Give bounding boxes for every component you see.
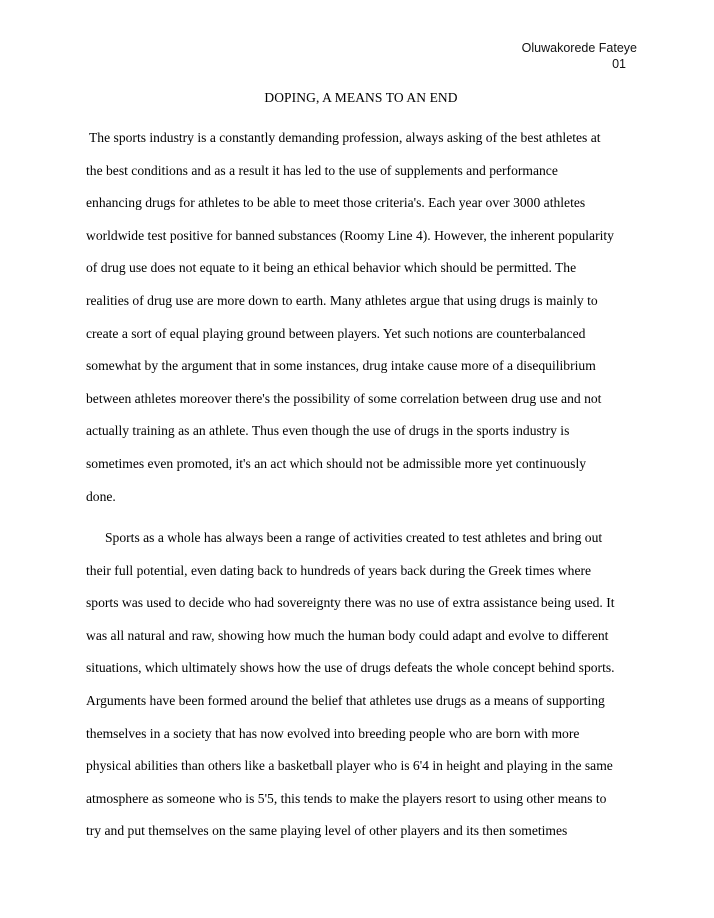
author-name: Oluwakorede Fateye <box>521 41 637 55</box>
paragraph-line: sometimes even promoted, it's an act which should not be admissible more yet continuously <box>86 455 587 471</box>
paragraph-line: The sports industry is a constantly demanding profession, always asking of the best athletes at <box>89 130 601 145</box>
paragraph-line: realities of drug use are more down to earth. Many athletes argue that using drugs is mainly to <box>86 292 598 308</box>
paragraph-line: the best conditions and as a result it has led to the use of supplements and performance <box>86 162 558 178</box>
paragraph-line: try and put themselves on the same playing level of other players and its then sometimes <box>86 823 568 839</box>
paragraph-line: their full potential, even dating back to hundreds of years back during the Greek times where <box>86 562 592 578</box>
paragraph-line: create a sort of equal playing ground between players. Yet such notions are counterbalanced <box>86 325 586 341</box>
paragraph-line: Sports as a whole has always been a range of activities created to test athletes and bring out <box>105 530 603 545</box>
paragraph-line: situations, which ultimately shows how the use of drugs defeats the whole concept behind sports. <box>86 660 615 676</box>
paragraph-line: Arguments have been formed around the belief that athletes use drugs as a means of supporting <box>86 692 605 708</box>
paragraph-line: done. <box>86 488 116 504</box>
paragraph-line: themselves in a society that has now evolved into breeding people who are born with more <box>86 725 580 741</box>
paragraph-line: sports was used to decide who had sovereignty there was no use of extra assistance being used. It <box>86 595 615 611</box>
document-title: DOPING, A MEANS TO AN END <box>264 90 458 105</box>
paragraph-line: was all natural and raw, showing how much the human body could adapt and evolve to different <box>86 627 609 643</box>
page-number: 01 <box>612 57 626 71</box>
paragraph-line: of drug use does not equate to it being an ethical behavior which should be permitted. The <box>86 260 577 276</box>
paragraph-line: actually training as an athlete. Thus even though the use of drugs in the sports industry is <box>86 423 570 439</box>
paragraph-1 <box>86 122 642 513</box>
paragraph-2 <box>86 522 642 848</box>
paragraph-line: physical abilities than others like a basketball player who is 6'4 in height and playing in the same <box>86 758 613 774</box>
paragraph-line: atmosphere as someone who is 5'5, this tends to make the players resort to using other means to <box>86 790 607 806</box>
paragraph-line: worldwide test positive for banned substances (Roomy Line 4). However, the inherent popularity <box>86 227 614 243</box>
paragraph-line: enhancing drugs for athletes to be able to meet those criteria's. Each year over 3000 athletes <box>86 195 586 211</box>
page-header <box>522 40 637 72</box>
paragraph-line: between athletes moreover there's the possibility of some correlation between drug use and not <box>86 390 602 406</box>
paragraph-line: somewhat by the argument that in some instances, drug intake cause more of a disequilibrium <box>86 358 596 374</box>
